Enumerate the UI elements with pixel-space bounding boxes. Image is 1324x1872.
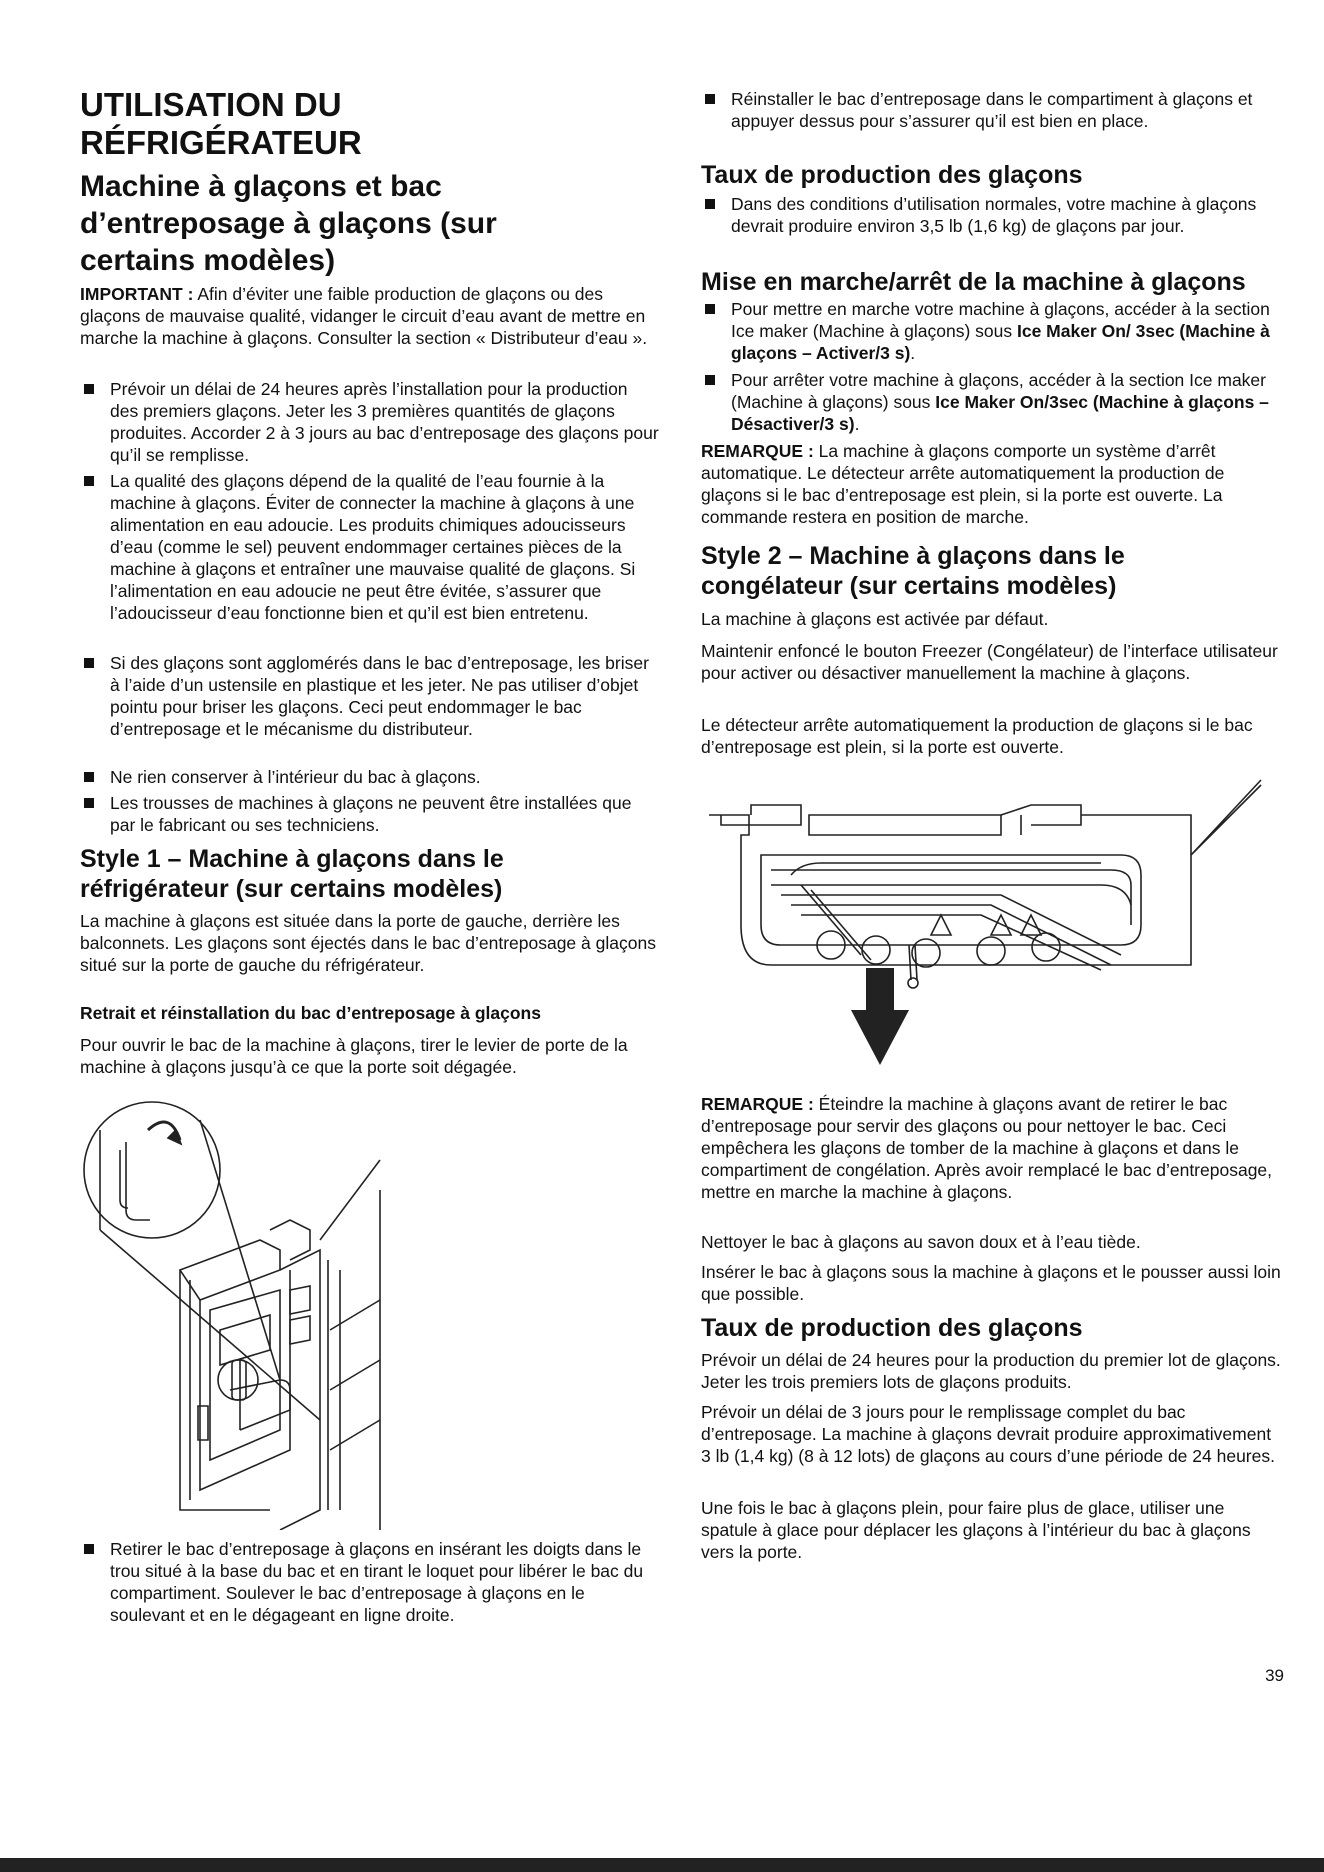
- down-arrow-icon: [851, 968, 909, 1065]
- footer-bar: [0, 1858, 1324, 1872]
- clean-paragraph: Nettoyer le bac à glaçons au savon doux et à l’eau tiède.: [701, 1232, 1141, 1252]
- list-item: Réinstaller le bac d’entreposage dans le compartiment à glaçons et appuyer dessus pour s’assurer qu’il est bien en place.: [701, 88, 1281, 154]
- style1-heading: Style 1 – Machine à glaçons dans le réfrigérateur (sur certains modèles): [80, 845, 504, 903]
- note-paragraph: REMARQUE : Éteindre la machine à glaçons avant de retirer le bac d’entreposage pour servir des glaçons ou pour nettoyer le bac. Ceci empêchera les glaçons de tomber de la machine à glaçons et dans le compartiment de congélation. Après avoir remplacé le bac d’entreposage, mettre en marche la machine à glaçons.: [701, 1094, 1273, 1202]
- list-item: Pour arrêter votre machine à glaçons, accéder à la section Ice maker (Machine à glaçons) sous Ice Maker On/3sec (Machine à glaçons – Désactiver/3 s).: [701, 369, 1281, 435]
- bullet-icon: [705, 94, 715, 104]
- list-item: Les trousses de machines à glaçons ne peuvent être installées que par le fabricant ou ses techniciens.: [80, 792, 660, 836]
- list-item: Ne rien conserver à l’intérieur du bac à glaçons.: [80, 766, 660, 788]
- rate2-paragraph: Prévoir un délai de 3 jours pour le remplissage complet du bac d’entreposage. La machine à glaçons devrait produire approximativement 3 lb (1,4 kg) (8 à 12 lots) de glaçons au cours d’une période de 24 heures.: [701, 1402, 1275, 1466]
- onoff-heading: Mise en marche/arrêt de la machine à glaçons: [701, 268, 1246, 296]
- rate2-paragraph: Une fois le bac à glaçons plein, pour faire plus de glace, utiliser une spatule à glace pour déplacer les glaçons à l’intérieur du bac à glaçons vers la porte.: [701, 1498, 1251, 1562]
- section-title: Machine à glaçons et bac d’entreposage à glaçons (sur certains modèles): [80, 170, 497, 277]
- rate-heading: Taux de production des glaçons: [701, 161, 1083, 189]
- insert-paragraph: Insérer le bac à glaçons sous la machine à glaçons et le pousser aussi loin que possible.: [701, 1262, 1281, 1304]
- style2-paragraph: Le détecteur arrête automatiquement la production de glaçons si le bac d’entreposage est plein, si la porte est ouverte.: [701, 715, 1253, 757]
- bullet-icon: [84, 772, 94, 782]
- ice-bin-door-illustration: [80, 1090, 400, 1530]
- page-number: 39: [1265, 1666, 1284, 1685]
- removal-paragraph: Pour ouvrir le bac de la machine à glaçons, tirer le levier de porte de la machine à glaçons jusqu’à ce que la porte soit dégagée.: [80, 1035, 628, 1077]
- style1-paragraph: La machine à glaçons est située dans la porte de gauche, derrière les balconnets. Les glaçons sont éjectés dans le bac d’entreposage à glaçons situé sur la porte de gauche du réfrigérateur.: [80, 911, 656, 975]
- list-item: Retirer le bac d’entreposage à glaçons en insérant les doigts dans le trou situé à la base du bac et en tirant le loquet pour libérer le bac du compartiment. Soulever le bac d’entreposage à glaçons en le soulevant et en le dégageant en ligne droite.: [80, 1538, 660, 1626]
- bullet-icon: [705, 375, 715, 385]
- list-item: Dans des conditions d’utilisation normales, votre machine à glaçons devrait produire environ 3,5 lb (1,6 kg) de glaçons par jour.: [701, 193, 1281, 259]
- bullet-icon: [705, 304, 715, 314]
- list-item: Pour mettre en marche votre machine à glaçons, accéder à la section Ice maker (Machine à glaçons) sous Ice Maker On/ 3sec (Machine à glaçons – Activer/3 s).: [701, 298, 1281, 364]
- bullet-icon: [84, 798, 94, 808]
- removal-heading: Retrait et réinstallation du bac d’entreposage à glaçons: [80, 1003, 541, 1023]
- bullet-icon: [84, 476, 94, 486]
- style2-paragraph: La machine à glaçons est activée par défaut.: [701, 609, 1049, 629]
- freezer-ice-maker-illustration: [701, 775, 1281, 1075]
- rate2-heading: Taux de production des glaçons: [701, 1314, 1083, 1342]
- bullet-icon: [84, 658, 94, 668]
- style2-heading: Style 2 – Machine à glaçons dans le congélateur (sur certains modèles): [701, 542, 1125, 600]
- bullet-icon: [84, 1544, 94, 1554]
- list-item: La qualité des glaçons dépend de la qualité de l’eau fournie à la machine à glaçons. Éviter de connecter la machine à glaçons à une alimentation en eau adoucie. Les produits chimiques adoucisseurs d’eau (comme le sel) peuvent endommager certaines pièces de la machine à glaçons et entraîner une mauvaise qualité de glaçons. Si l’alimentation en eau adoucie ne peut être évitée, s’assurer que l’adoucisseur d’eau fonctionne bien et qu’il est bien entretenu.: [80, 470, 660, 646]
- rate2-paragraph: Prévoir un délai de 24 heures pour la production du premier lot de glaçons. Jeter les trois premiers lots de glaçons produits.: [701, 1350, 1281, 1392]
- style2-paragraph: Maintenir enfoncé le bouton Freezer (Congélateur) de l’interface utilisateur pour activer ou désactiver manuellement la machine à glaçons.: [701, 641, 1278, 683]
- list-item: Prévoir un délai de 24 heures après l’installation pour la production des premiers glaçons. Jeter les 3 premières quantités de glaçons produites. Accorder 2 à 3 jours au bac d’entreposage des glaçons pour qu’il se remplisse.: [80, 378, 660, 466]
- chapter-title: UTILISATION DU RÉFRIGÉRATEUR: [80, 86, 362, 161]
- note-paragraph: REMARQUE : La machine à glaçons comporte un système d’arrêt automatique. Le détecteur arrête automatiquement la production de glaçons si le bac d’entreposage est plein, si la porte est ouverte. La commande restera en position de marche.: [701, 441, 1225, 527]
- important-paragraph: IMPORTANT : Afin d’éviter une faible production de glaçons ou des glaçons de mauvaise qualité, vidanger le circuit d’eau avant de mettre en marche la machine à glaçons. Consulter la section « Distributeur d’eau ».: [80, 284, 648, 348]
- bullet-icon: [705, 199, 715, 209]
- list-item: Si des glaçons sont agglomérés dans le bac d’entreposage, les briser à l’aide d’un ustensile en plastique et les jeter. Ne pas utiliser d’objet pointu pour briser les glaçons. Ceci peut endommager le bac d’entreposage et le mécanisme du distributeur.: [80, 652, 660, 762]
- bullet-icon: [84, 384, 94, 394]
